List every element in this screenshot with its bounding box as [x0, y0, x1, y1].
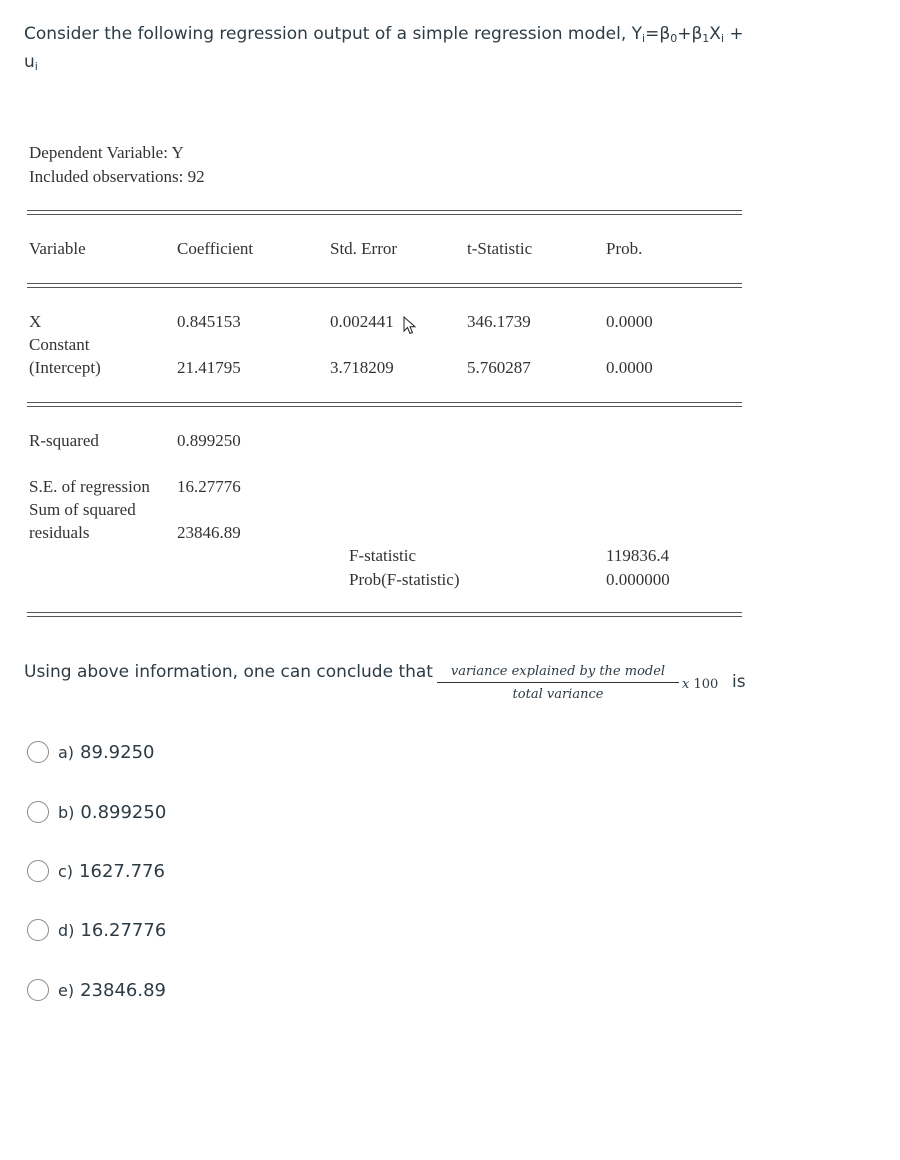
radio-circle-icon[interactable]: [27, 919, 49, 941]
se-regression-value: 16.27776: [177, 477, 241, 496]
option-letter: b): [58, 802, 75, 822]
ssr-label: Sum of squared: [29, 500, 136, 519]
option-value: 89.9250: [80, 741, 155, 763]
row-t-stat: 5.760287: [467, 358, 531, 377]
option-a[interactable]: [27, 739, 154, 765]
mouse-pointer-icon: [403, 316, 419, 336]
radio-circle-icon[interactable]: [27, 741, 49, 763]
ssr-label-line2: residuals: [29, 523, 90, 542]
option-value: 23846.89: [80, 979, 166, 1001]
question-tail: +: [724, 24, 744, 44]
row-prob: 0.0000: [606, 312, 653, 331]
question-text: [24, 20, 764, 76]
r-squared-label: R-squared: [29, 431, 99, 450]
times-number: 100: [693, 677, 719, 692]
table-rule-header: [27, 283, 742, 288]
col-coefficient: Coefficient: [177, 239, 254, 258]
radio-circle-icon[interactable]: [27, 979, 49, 1001]
question-x: X: [709, 24, 721, 44]
conclusion-text: Using above information, one can conclude that: [24, 662, 433, 682]
row-variable: X: [29, 312, 42, 331]
col-t-statistic: t-Statistic: [467, 239, 533, 258]
row-prob: 0.0000: [606, 358, 653, 377]
radio-circle-icon[interactable]: [27, 801, 49, 823]
ssr-value: 23846.89: [177, 523, 241, 542]
fraction-denominator: total variance: [512, 687, 604, 702]
row-coefficient: 0.845153: [177, 312, 241, 331]
option-d[interactable]: [27, 917, 166, 943]
dependent-variable: Dependent Variable: Y: [29, 143, 184, 162]
fraction: [437, 664, 679, 702]
row-variable: Constant: [29, 335, 90, 354]
conclusion-is: is: [732, 672, 746, 692]
radio-circle-icon[interactable]: [27, 860, 49, 882]
table-rule-top: [27, 210, 742, 215]
prob-f-label: Prob(F-statistic): [349, 570, 460, 589]
question-prefix: Consider the following regression output of a simple regression model, Y: [24, 24, 643, 44]
option-value: 1627.776: [79, 860, 165, 882]
f-statistic-label: F-statistic: [349, 546, 417, 565]
option-b[interactable]: [27, 799, 166, 825]
option-value: 0.899250: [80, 801, 167, 823]
fraction-numerator: variance explained by the model: [437, 664, 679, 683]
option-letter: e): [58, 980, 75, 1000]
included-observations: Included observations: 92: [29, 167, 205, 186]
table-rule-bottom: [27, 612, 742, 617]
row-std-error: 3.718209: [330, 358, 394, 377]
r-squared-value: 0.899250: [177, 431, 241, 450]
row-t-stat: 346.1739: [467, 312, 531, 331]
row-coefficient: 21.41795: [177, 358, 241, 377]
option-letter: d): [58, 920, 75, 940]
prob-f-value: 0.000000: [606, 570, 670, 589]
subscript: 0: [670, 32, 678, 45]
option-letter: c): [58, 861, 74, 881]
subscript: 1: [702, 32, 710, 45]
question-u: u: [24, 52, 35, 72]
times-100: [682, 677, 718, 692]
col-std-error: Std. Error: [330, 239, 398, 258]
col-variable: Variable: [29, 239, 86, 258]
question-eq: =β: [645, 24, 671, 44]
row-std-error: 0.002441: [330, 312, 394, 331]
option-letter: a): [58, 742, 75, 762]
row-variable-line2: (Intercept): [29, 358, 101, 377]
subscript: i: [720, 32, 725, 45]
f-statistic-value: 119836.4: [606, 546, 670, 565]
table-rule-middle: [27, 402, 742, 407]
subscript: i: [642, 32, 646, 45]
se-regression-label: S.E. of regression: [29, 477, 150, 496]
option-e[interactable]: [27, 977, 166, 1003]
subscript: i: [34, 60, 38, 73]
question-plus: +β: [677, 24, 703, 44]
times-symbol: x: [682, 677, 690, 692]
option-c[interactable]: [27, 858, 165, 884]
col-prob: Prob.: [606, 239, 643, 258]
option-value: 16.27776: [80, 919, 167, 941]
